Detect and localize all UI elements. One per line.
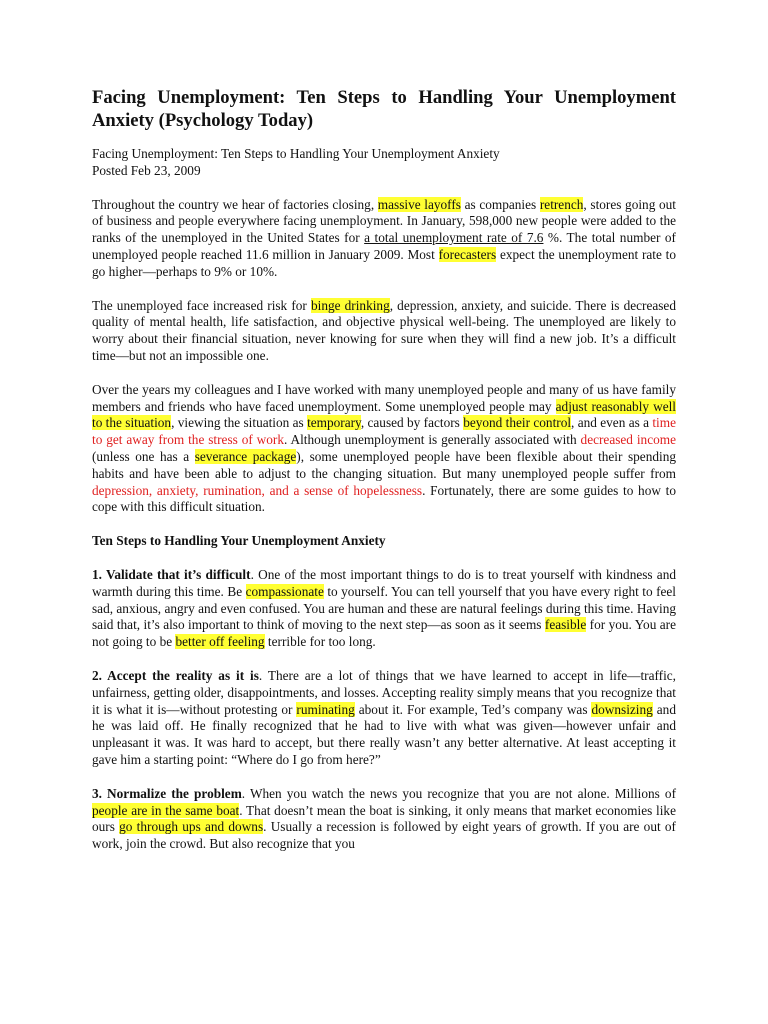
step-title: 3. Normalize the problem	[92, 785, 242, 801]
highlight: feasible	[544, 617, 587, 633]
highlight: massive layoffs	[377, 196, 461, 212]
highlight: ruminating	[296, 701, 355, 717]
document-title: Facing Unemployment: Ten Steps to Handling Your Unemployment Anxiety (Psychology Today)	[92, 87, 676, 131]
underlined-text: a total unemployment rate of 7.6	[364, 230, 544, 246]
step-1: 1. Validate that it’s difficult. One of the most important things to do is to treat yourself with kindness and warmth during this time. Be compassionate to yourself. You can tell yourself that you have every right to feel sad, anxious, angry and even confused. You are human and these are natural feelings during this time. Having said that, it’s also important to think of moving to the next step—as soon as it seems feasible for you. You are not going to be better off feeling terrible for too long.	[92, 566, 676, 650]
red-text: decreased income	[580, 432, 676, 448]
step-title: 2. Accept the reality as it is	[92, 667, 259, 683]
highlight: temporary	[307, 415, 361, 431]
highlight: adjust reasonably well to the situation	[92, 398, 676, 431]
posted-date: Posted Feb 23, 2009	[92, 162, 201, 178]
highlight: people are in the same boat	[92, 802, 240, 818]
highlight: beyond their control	[463, 415, 572, 431]
highlight: retrench	[539, 196, 584, 212]
header-block	[92, 146, 676, 180]
step-2: 2. Accept the reality as it is. There are a lot of things that we have learned to accept in life—traffic, unfairness, getting older, disappointments, and losses. Accepting reality simply means that you recognize that it is what it is—without protesting or ruminating about it. For example, Ted’s company was downsizing and he was laid off. He finally recognized that he had to live with what was given—however unfair and unpleasant it was. It was hard to accept, but there really wasn’t any better alternative. At least accepting it gave him a starting point: “Where do I go from here?”	[92, 667, 677, 767]
highlight: better off feeling	[175, 634, 265, 650]
paragraph-2: The unemployed face increased risk for binge drinking, depression, anxiety, and suicide. There is decreased quality of mental health, life satisfaction, and objective physical well-being. The unemployed are likely to worry about their financial situation, never knowing for sure when they will find a new job. It’s a difficult time—but not an impossible one.	[92, 297, 676, 363]
highlight: severance package	[194, 448, 297, 464]
step-3: 3. Normalize the problem. When you watch the news you recognize that you are not alone. Millions of people are in the same boat. That doesn’t mean the boat is sinking, it only means that market economies like ours go through ups and downs. Usually a recession is followed by eight years of growth. If you are out of work, join the crowd. But also recognize that you	[92, 785, 676, 852]
red-text: time to get away from the stress of work	[92, 415, 676, 448]
highlight: forecasters	[438, 246, 497, 262]
step-title: 1. Validate that it’s difficult	[92, 566, 251, 582]
highlight: compassionate	[245, 583, 324, 599]
document-page	[92, 86, 676, 870]
highlight: downsizing	[591, 701, 653, 717]
subtitle: Facing Unemployment: Ten Steps to Handling Your Unemployment Anxiety	[92, 146, 500, 161]
highlight: go through ups and downs	[119, 819, 264, 835]
highlight: binge drinking	[310, 297, 390, 313]
section-heading: Ten Steps to Handling Your Unemployment Anxiety	[92, 533, 386, 549]
red-text: depression, anxiety, rumination, and a sense of hopelessness	[92, 482, 423, 498]
paragraph-1: Throughout the country we hear of factories closing, massive layoffs as companies retrench, stores going out of business and people everywhere facing unemployment. In January, 598,000 new people were added to the ranks of the unemployed in the United States for a total unemployment rate of 7.6 %. The total number of unemployed people reached 11.6 million in January 2009. Most forecasters expect the unemployment rate to go higher—perhaps to 9% or 10%.	[92, 196, 676, 279]
paragraph-3: Over the years my colleagues and I have worked with many unemployed people and many of us have family members and friends who have faced unemployment. Some unemployed people may adjust reasonably well to the situation, viewing the situation as temporary, caused by factors beyond their control, and even as a time to get away from the stress of work. Although unemployment is generally associated with decreased income (unless one has a severance package), some unemployed people have been flexible about their spending habits and have been able to adjust to the changing situation. But many unemployed people suffer from depression, anxiety, rumination, and a sense of hopelessness. Fortunately, there are some guides to how to cope with this difficult situation.	[92, 381, 677, 515]
